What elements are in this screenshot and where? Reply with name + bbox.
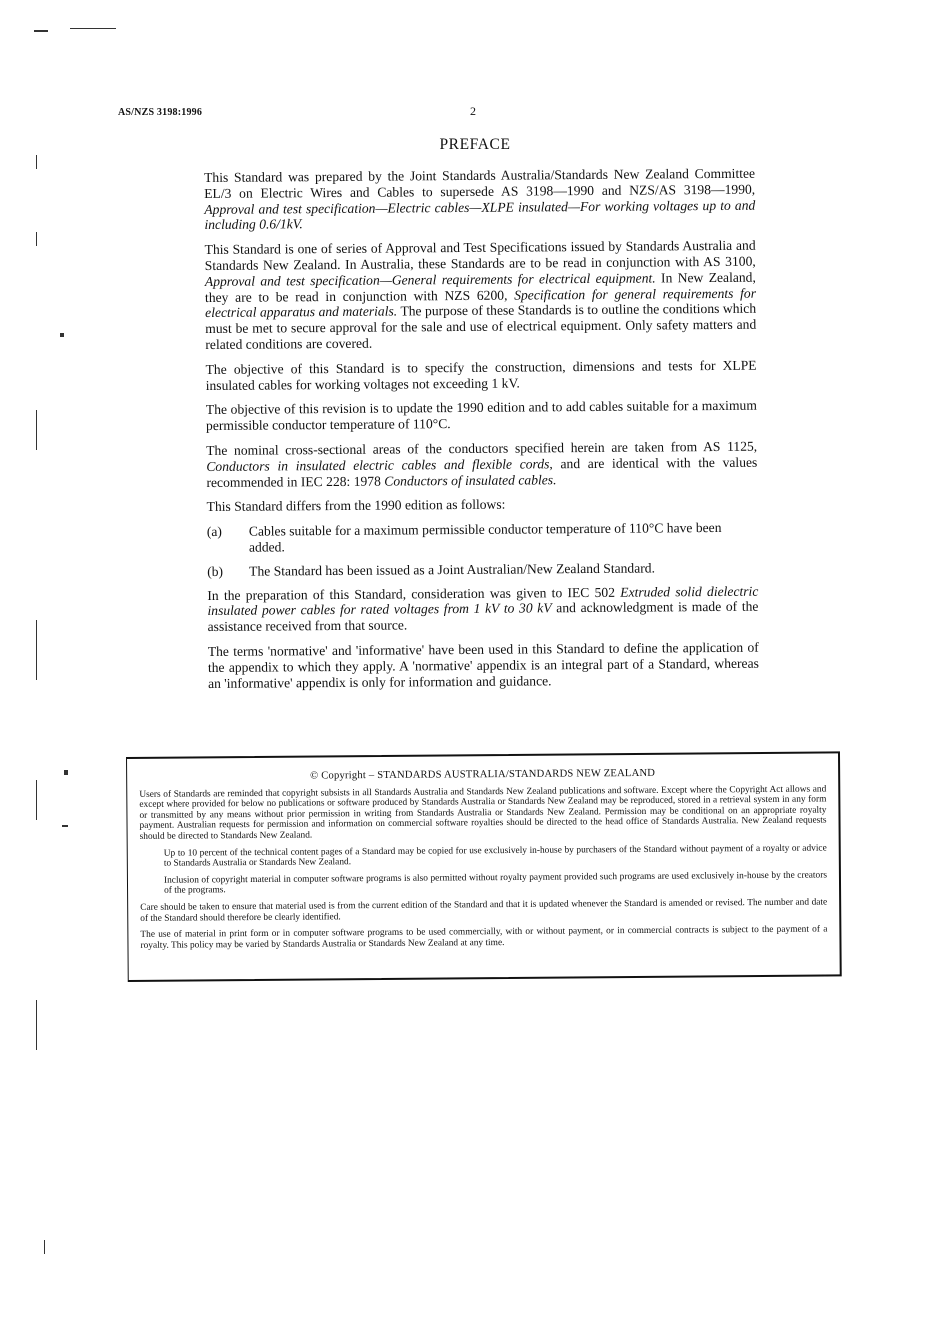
scan-artifact xyxy=(70,28,116,29)
scan-artifact xyxy=(36,410,37,450)
paragraph: This Standard is one of series of Approval and Test Specifications issued by Standards Australia and Standards New Zealand. In Australia, these Standards are to be read in conjunction with AS 3100, Approval and test specification—General requirements for electrical equipment. In New Zealand, they are to be read in conjunction with NZS 6200, Specification for general requirements for electrical apparatus and materials. The purpose of these Standards is to outline the conditions which must be met to secure approval for the sale and use of electrical equipment. Only safety matters and related conditions are covered. xyxy=(204,237,757,352)
scan-artifact xyxy=(60,333,64,337)
paragraph: In the preparation of this Standard, consideration was given to IEC 502 Extruded solid dielectric insulated power cables for rated voltages from 1 kV to 30 kV and acknowledgment is made of the assistance received from that source. xyxy=(207,583,759,635)
copyright-notice-box xyxy=(126,751,842,982)
list-text: The Standard has been issued as a Joint Australian/New Zealand Standard. xyxy=(249,560,656,579)
scan-artifact xyxy=(36,1000,37,1050)
paragraph: The objective of this revision is to update the 1990 edition and to add cables suitable for a maximum permissible conductor temperature of 110°C. xyxy=(205,398,757,434)
preface-title: PREFACE xyxy=(439,136,511,153)
list-item xyxy=(207,520,758,556)
list-item xyxy=(207,559,758,579)
page-number: 2 xyxy=(470,104,476,118)
paragraph: This Standard was prepared by the Joint Standards Australia/Standards New Zealand Committee EL/3 on Electric Wires and Cables to supersede AS 3198—1990 and NZS/AS 3198—1990, Approval and test specification—Electric cables—XLPE insulated—For working voltages up to and including 0.6/1kV. xyxy=(204,165,756,233)
scan-artifact xyxy=(36,232,37,246)
copyright-paragraph: Care should be taken to ensure that material used is from the current edition of the Standard and that it is updated whenever the Standard is amended or revised. The number and date of the Standard should therefore be clearly identified. xyxy=(140,897,828,924)
document-identifier: AS/NZS 3198:1996 xyxy=(118,107,203,118)
preface-body xyxy=(204,166,759,701)
copyright-paragraph: Up to 10 percent of the technical content pages of a Standard may be copied for use exclusively in-house by purchasers of the Standard without payment of a royalty or advice to Standards Australia or Standards New Zealand. xyxy=(163,843,827,869)
list-label: (b) xyxy=(207,563,224,579)
paragraph: The terms 'normative' and 'informative' have been used in this Standard to define the application of the appendix to which they apply. A 'normative' appendix is an integral part of a Standard, whereas an 'informative' appendix is only for information and guidance. xyxy=(207,639,759,691)
scan-artifact xyxy=(62,825,68,827)
copyright-paragraph: The use of material in print form or in computer software programs to be used commercially, with or without payment, or in commercial contracts is subject to the payment of a royalty. This policy may be varied by Standards Australia or Standards New Zealand at any time. xyxy=(140,924,828,951)
scan-artifact xyxy=(36,155,37,169)
paragraph: This Standard differs from the 1990 edition as follows: xyxy=(206,496,506,515)
scan-artifact xyxy=(36,780,37,820)
copyright-paragraph: Inclusion of copyright material in computer software programs is also permitted without royalty payment provided such programs are used exclusively in-house by the creators of the programs. xyxy=(163,870,827,897)
scan-artifact xyxy=(34,30,48,32)
paragraph: The objective of this Standard is to specify the construction, dimensions and tests for XLPE insulated cables for working voltages not exceeding 1 kV. xyxy=(205,357,757,393)
scan-artifact xyxy=(64,770,68,775)
scan-artifact xyxy=(36,620,37,680)
scan-artifact xyxy=(44,1240,45,1254)
copyright-paragraph: Users of Standards are reminded that copyright subsists in all Standards Australia and Standards New Zealand publications and software. Except where the Copyright Act allows and except where provided for below no publications or software produced by Standards Australia or Standards New Zealand may be reproduced, stored in a retrieval system in any form or transmitted by any means without prior permission in writing from Standards Australia or Standards New Zealand. Permission may be conditional on an appropriate royalty payment. Australian requests for permission and information on commercial software royalties should be directed to the head office of Standards Australia. New Zealand requests should be directed to Standards New Zealand. xyxy=(139,784,827,842)
copyright-heading: © Copyright – STANDARDS AUSTRALIA/STANDARDS NEW ZEALAND xyxy=(310,767,656,782)
list-text: Cables suitable for a maximum permissible conductor temperature of 110°C have been added. xyxy=(248,520,722,555)
list-label: (a) xyxy=(206,524,222,540)
paragraph: The nominal cross-sectional areas of the conductors specified herein are taken from AS 1125, Conductors in insulated electric cables and flexible cords, and are identical with the values recommended in IEC 228: 1978 Conductors of insulated cables. xyxy=(206,438,758,490)
